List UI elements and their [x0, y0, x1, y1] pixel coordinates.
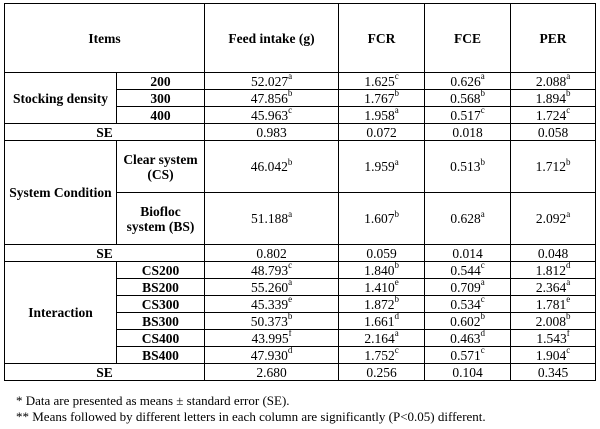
cell-value: 47.856 [250, 90, 288, 106]
table-row [5, 141, 596, 193]
significance-letter: d [480, 328, 485, 338]
se-fce: 0.014 [425, 245, 511, 262]
significance-letter: a [394, 156, 399, 167]
group-label-system: System Condition [5, 141, 117, 245]
significance-letter: b [394, 260, 399, 270]
cell-fce [425, 141, 511, 193]
significance-letter: a [480, 208, 485, 219]
se-label: SE [5, 245, 205, 262]
cell-value: 0.628 [450, 211, 481, 226]
cell-feed [205, 107, 339, 124]
cell-value: 1.410 [364, 279, 395, 295]
cell-feed [205, 313, 339, 330]
cell-value: 1.712 [535, 159, 566, 174]
significance-letter: c [480, 260, 485, 270]
significance-letter: b [394, 294, 399, 304]
row-level: BS300 [117, 313, 205, 330]
row-level: CS200 [117, 262, 205, 279]
header-fce: FCE [425, 4, 511, 73]
significance-letter: a [288, 71, 293, 81]
cell-fce [425, 193, 511, 245]
header-per: PER [511, 4, 596, 73]
cell-fce [425, 90, 511, 107]
cell-feed [205, 193, 339, 245]
cell-fce [425, 313, 511, 330]
cell-feed [205, 141, 339, 193]
cell-per [511, 330, 596, 347]
cell-value: 0.463 [450, 330, 481, 346]
significance-letter: b [480, 156, 485, 167]
significance-letter: c [288, 105, 293, 115]
cell-value: 46.042 [250, 159, 288, 174]
cell-fce [425, 73, 511, 90]
row-level: 200 [117, 73, 205, 90]
cell-value: 1.894 [535, 90, 566, 106]
cell-fce [425, 296, 511, 313]
row-level: CS400 [117, 330, 205, 347]
se-per: 0.048 [511, 245, 596, 262]
table-row [5, 262, 596, 279]
significance-letter: c [480, 105, 485, 115]
se-fce: 0.104 [425, 364, 511, 381]
cell-fcr [339, 193, 425, 245]
significance-letter: b [394, 88, 399, 98]
header-fcr: FCR [339, 4, 425, 73]
se-fce: 0.018 [425, 124, 511, 141]
cell-value: 45.339 [250, 296, 289, 312]
cell-fce [425, 262, 511, 279]
cell-fcr [339, 330, 425, 347]
cell-value: 0.534 [450, 296, 481, 312]
se-fcr: 0.072 [339, 124, 425, 141]
note-line-2: ** Means followed by different letters in each column are significantly (P<0.05) different. [16, 409, 486, 424]
significance-letter: e [566, 294, 571, 304]
row-level: BS200 [117, 279, 205, 296]
cell-fcr [339, 107, 425, 124]
table-notes [16, 393, 486, 425]
significance-letter: c [288, 260, 293, 270]
se-feed: 2.680 [205, 364, 339, 381]
cell-value: 1.543 [536, 330, 567, 346]
cell-value: 1.752 [364, 347, 395, 363]
cell-value: 2.088 [535, 73, 567, 89]
significance-letter: b [287, 156, 293, 167]
se-per: 0.345 [511, 364, 596, 381]
se-row [5, 364, 596, 381]
significance-letter: f [288, 328, 292, 338]
significance-letter: c [394, 345, 399, 355]
cell-value: 0.517 [450, 107, 481, 123]
se-fcr: 0.059 [339, 245, 425, 262]
cell-value: 43.995 [251, 330, 289, 346]
header-items: Items [5, 4, 205, 73]
se-per: 0.058 [511, 124, 596, 141]
significance-letter: b [565, 311, 571, 321]
se-label: SE [5, 124, 205, 141]
cell-value: 2.092 [535, 211, 567, 226]
row-level: 300 [117, 90, 205, 107]
cell-value: 52.027 [250, 73, 289, 89]
cell-value: 2.008 [535, 313, 566, 329]
significance-letter: b [480, 88, 485, 98]
significance-letter: a [480, 277, 485, 287]
cell-feed [205, 347, 339, 364]
se-feed: 0.802 [205, 245, 339, 262]
cell-value: 1.724 [535, 107, 567, 123]
cell-feed [205, 279, 339, 296]
row-level: Clear system (CS) [117, 141, 205, 193]
row-level: CS300 [117, 296, 205, 313]
cell-feed [205, 73, 339, 90]
significance-letter: c [480, 345, 485, 355]
cell-value: 1.840 [364, 262, 395, 278]
significance-letter: b [480, 311, 485, 321]
se-feed: 0.983 [205, 124, 339, 141]
significance-letter: a [566, 208, 571, 219]
cell-per [511, 141, 596, 193]
cell-value: 1.781 [535, 296, 567, 312]
cell-per [511, 90, 596, 107]
significance-letter: e [394, 277, 399, 287]
significance-letter: c [394, 71, 399, 81]
cell-value: 0.709 [450, 279, 481, 295]
cell-fce [425, 279, 511, 296]
significance-letter: a [480, 71, 485, 81]
se-fcr: 0.256 [339, 364, 425, 381]
cell-fcr [339, 296, 425, 313]
significance-letter: c [566, 105, 571, 115]
cell-value: 1.904 [535, 347, 567, 363]
cell-feed [205, 296, 339, 313]
cell-fcr [339, 279, 425, 296]
cell-value: 55.260 [250, 279, 289, 295]
cell-value: 45.963 [250, 107, 289, 123]
table-row [5, 73, 596, 90]
significance-letter: a [288, 208, 293, 219]
cell-fcr [339, 347, 425, 364]
cell-feed [205, 262, 339, 279]
cell-value: 1.607 [364, 211, 395, 226]
note-line-1: * Data are presented as means ± standard error (SE). [16, 393, 290, 408]
header-row [5, 4, 596, 73]
cell-value: 51.188 [250, 211, 289, 226]
cell-value: 1.872 [364, 296, 395, 312]
cell-per [511, 262, 596, 279]
significance-letter: a [566, 71, 571, 81]
cell-fce [425, 330, 511, 347]
cell-value: 1.625 [364, 73, 395, 89]
significance-letter: e [288, 294, 293, 304]
cell-value: 47.930 [250, 347, 288, 363]
significance-letter: b [394, 208, 399, 219]
group-label-stocking: Stocking density [5, 73, 117, 124]
cell-value: 1.661 [364, 313, 395, 329]
se-row [5, 245, 596, 262]
significance-letter: c [480, 294, 485, 304]
cell-value: 50.373 [250, 313, 288, 329]
significance-letter: b [565, 88, 571, 98]
cell-per [511, 313, 596, 330]
cell-value: 1.958 [364, 107, 395, 123]
se-label: SE [5, 364, 205, 381]
significance-letter: b [287, 311, 293, 321]
cell-fcr [339, 90, 425, 107]
cell-value: 0.544 [450, 262, 481, 278]
significance-letter: c [566, 345, 571, 355]
row-level: 400 [117, 107, 205, 124]
cell-value: 2.364 [535, 279, 567, 295]
cell-value: 1.767 [364, 90, 395, 106]
cell-feed [205, 330, 339, 347]
cell-per [511, 193, 596, 245]
cell-fcr [339, 313, 425, 330]
cell-value: 1.959 [364, 159, 395, 174]
significance-letter: d [287, 345, 293, 355]
significance-letter: d [565, 260, 571, 270]
significance-letter: a [394, 328, 399, 338]
cell-fce [425, 107, 511, 124]
cell-per [511, 107, 596, 124]
row-level: BS400 [117, 347, 205, 364]
group-label-interaction: Interaction [5, 262, 117, 364]
significance-letter: d [394, 311, 399, 321]
cell-feed [205, 90, 339, 107]
cell-per [511, 347, 596, 364]
significance-letter: b [287, 88, 293, 98]
cell-value: 2.164 [364, 330, 395, 346]
cell-per [511, 296, 596, 313]
significance-letter: f [566, 328, 570, 338]
cell-value: 1.812 [535, 262, 566, 278]
significance-letter: a [394, 105, 399, 115]
cell-fcr [339, 262, 425, 279]
cell-fcr [339, 73, 425, 90]
header-feed-intake: Feed intake (g) [205, 4, 339, 73]
cell-value: 48.793 [250, 262, 289, 278]
cell-per [511, 73, 596, 90]
cell-per [511, 279, 596, 296]
cell-fcr [339, 141, 425, 193]
se-row [5, 124, 596, 141]
significance-letter: b [565, 156, 571, 167]
cell-value: 0.568 [450, 90, 481, 106]
row-level: Biofloc system (BS) [117, 193, 205, 245]
cell-value: 0.571 [450, 347, 481, 363]
significance-letter: a [566, 277, 571, 287]
cell-fce [425, 347, 511, 364]
cell-value: 0.626 [450, 73, 481, 89]
significance-letter: a [288, 277, 293, 287]
cell-value: 0.513 [450, 159, 481, 174]
cell-value: 0.602 [450, 313, 481, 329]
results-table [4, 3, 596, 381]
